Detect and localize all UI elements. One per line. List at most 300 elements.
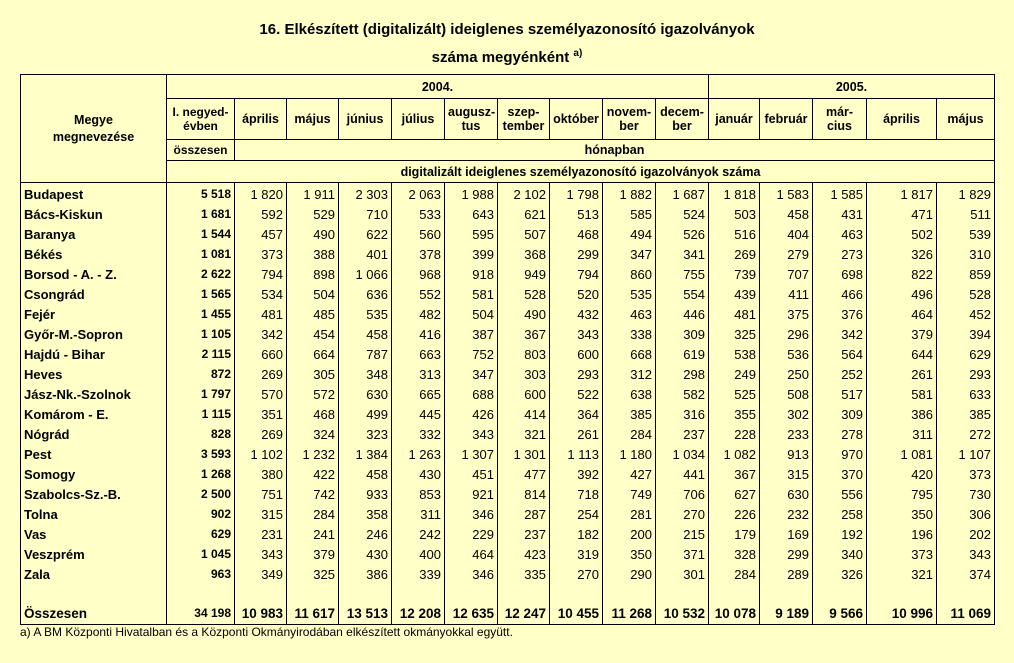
y2004-month-header — [498, 99, 550, 140]
month-value-cell: 1 384 — [339, 444, 392, 464]
month-value-cell: 698 — [813, 264, 867, 284]
month-value-cell: 638 — [603, 384, 656, 404]
month-header-line: július — [401, 112, 435, 126]
month-value-cell: 279 — [760, 244, 813, 264]
month-value-cell: 629 — [937, 344, 995, 364]
month-value-cell: 284 — [603, 424, 656, 444]
month-value-cell: 375 — [760, 304, 813, 324]
month-value-cell: 1 687 — [656, 183, 709, 205]
month-value-cell: 1 107 — [937, 444, 995, 464]
month-value-cell: 1 081 — [867, 444, 937, 464]
month-value-cell: 313 — [392, 364, 445, 384]
month-value-cell: 311 — [867, 424, 937, 444]
q1-header-line-2: évben — [183, 119, 218, 133]
spacer-cell — [498, 584, 550, 602]
table-row — [21, 224, 995, 244]
month-value-cell: 921 — [445, 484, 498, 504]
month-value-cell: 572 — [287, 384, 339, 404]
q1-total-cell: 1 268 — [167, 464, 235, 484]
table-row — [21, 504, 995, 524]
month-value-cell: 730 — [937, 484, 995, 504]
month-value-cell: 379 — [287, 544, 339, 564]
month-value-cell: 373 — [937, 464, 995, 484]
month-value-cell: 284 — [709, 564, 760, 584]
month-value-cell: 539 — [937, 224, 995, 244]
month-value-cell: 370 — [813, 464, 867, 484]
month-value-cell: 471 — [867, 204, 937, 224]
year-2004-header: 2004. — [167, 75, 709, 99]
month-value-cell: 326 — [813, 564, 867, 584]
month-value-cell: 335 — [498, 564, 550, 584]
month-value-cell: 324 — [287, 424, 339, 444]
county-name: Szabolcs-Sz.-B. — [21, 484, 167, 504]
month-value-cell: 306 — [937, 504, 995, 524]
q1-total-cell: 1 681 — [167, 204, 235, 224]
month-header-line: szep- — [507, 105, 540, 119]
month-value-cell: 499 — [339, 404, 392, 424]
table-row — [21, 444, 995, 464]
month-value-cell: 1 820 — [235, 183, 287, 205]
month-value-cell: 524 — [656, 204, 709, 224]
month-value-cell: 439 — [709, 284, 760, 304]
month-value-cell: 387 — [445, 324, 498, 344]
month-value-cell: 309 — [813, 404, 867, 424]
table-row — [21, 484, 995, 504]
spacer-cell — [287, 584, 339, 602]
y2004-month-header — [392, 99, 445, 140]
month-value-cell: 289 — [760, 564, 813, 584]
month-value-cell: 346 — [445, 564, 498, 584]
month-value-cell: 933 — [339, 484, 392, 504]
month-value-cell: 249 — [709, 364, 760, 384]
month-value-cell: 1 301 — [498, 444, 550, 464]
month-value-cell: 232 — [760, 504, 813, 524]
month-value-cell: 458 — [760, 204, 813, 224]
county-name: Bács-Kiskun — [21, 204, 167, 224]
q1-total-cell: 872 — [167, 364, 235, 384]
total-label: Összesen — [21, 602, 167, 625]
month-header-line: április — [242, 112, 279, 126]
month-value-cell: 517 — [813, 384, 867, 404]
month-value-cell: 311 — [392, 504, 445, 524]
month-value-cell: 644 — [867, 344, 937, 364]
month-header-line: ber — [619, 119, 639, 133]
footnote-marker: a) — [573, 48, 583, 59]
county-name: Békés — [21, 244, 167, 264]
month-value-cell: 430 — [392, 464, 445, 484]
month-value-cell: 538 — [709, 344, 760, 364]
month-value-cell: 688 — [445, 384, 498, 404]
month-value-cell: 349 — [235, 564, 287, 584]
month-value-cell: 10 983 — [235, 602, 287, 625]
month-value-cell: 226 — [709, 504, 760, 524]
month-value-cell: 414 — [498, 404, 550, 424]
month-value-cell: 9 566 — [813, 602, 867, 625]
month-value-cell: 229 — [445, 524, 498, 544]
month-value-cell: 463 — [603, 304, 656, 324]
spacer-cell — [21, 584, 167, 602]
month-value-cell: 1 113 — [550, 444, 603, 464]
month-value-cell: 1 818 — [709, 183, 760, 205]
month-value-cell: 752 — [445, 344, 498, 364]
month-value-cell: 373 — [867, 544, 937, 564]
month-value-cell: 1 583 — [760, 183, 813, 205]
month-header-line: augusz- — [448, 105, 496, 119]
month-value-cell: 303 — [498, 364, 550, 384]
spacer-cell — [656, 584, 709, 602]
month-value-cell: 898 — [287, 264, 339, 284]
month-value-cell: 290 — [603, 564, 656, 584]
month-value-cell: 364 — [550, 404, 603, 424]
table-row — [21, 564, 995, 584]
q1-total-cell: 2 500 — [167, 484, 235, 504]
q1-total-cell: 1 045 — [167, 544, 235, 564]
month-value-cell: 373 — [235, 244, 287, 264]
county-name: Hajdú - Bihar — [21, 344, 167, 364]
month-value-cell: 554 — [656, 284, 709, 304]
month-header-line: tember — [502, 119, 545, 133]
month-value-cell: 269 — [235, 424, 287, 444]
month-value-cell: 535 — [603, 284, 656, 304]
month-value-cell: 742 — [287, 484, 339, 504]
month-value-cell: 1 882 — [603, 183, 656, 205]
month-value-cell: 378 — [392, 244, 445, 264]
month-value-cell: 367 — [498, 324, 550, 344]
q1-total-cell: 902 — [167, 504, 235, 524]
month-value-cell: 332 — [392, 424, 445, 444]
month-value-cell: 228 — [709, 424, 760, 444]
month-value-cell: 302 — [760, 404, 813, 424]
month-value-cell: 343 — [445, 424, 498, 444]
county-name: Jász-Nk.-Szolnok — [21, 384, 167, 404]
month-value-cell: 287 — [498, 504, 550, 524]
month-value-cell: 451 — [445, 464, 498, 484]
month-header-line: tus — [461, 119, 481, 133]
month-value-cell: 368 — [498, 244, 550, 264]
q1-total-cell: 1 565 — [167, 284, 235, 304]
month-value-cell: 323 — [339, 424, 392, 444]
month-value-cell: 592 — [235, 204, 287, 224]
table-row — [21, 304, 995, 324]
month-value-cell: 355 — [709, 404, 760, 424]
y2005-month-header — [760, 99, 813, 140]
q1-total-cell: 1 081 — [167, 244, 235, 264]
month-value-cell: 600 — [550, 344, 603, 364]
spacer-cell — [867, 584, 937, 602]
month-value-cell: 12 247 — [498, 602, 550, 625]
month-value-cell: 482 — [392, 304, 445, 324]
month-value-cell: 284 — [287, 504, 339, 524]
month-value-cell: 432 — [550, 304, 603, 324]
month-value-cell: 269 — [235, 364, 287, 384]
month-value-cell: 718 — [550, 484, 603, 504]
month-value-cell: 246 — [339, 524, 392, 544]
month-value-cell: 2 063 — [392, 183, 445, 205]
q1-total-cell: 1 455 — [167, 304, 235, 324]
y2004-month-header — [339, 99, 392, 140]
table-row — [21, 384, 995, 404]
month-value-cell: 485 — [287, 304, 339, 324]
month-value-cell: 341 — [656, 244, 709, 264]
month-value-cell: 458 — [339, 464, 392, 484]
month-value-cell: 401 — [339, 244, 392, 264]
month-value-cell: 326 — [867, 244, 937, 264]
month-value-cell: 511 — [937, 204, 995, 224]
county-name: Csongrád — [21, 284, 167, 304]
month-value-cell: 619 — [656, 344, 709, 364]
month-value-cell: 481 — [235, 304, 287, 324]
month-value-cell: 794 — [550, 264, 603, 284]
month-value-cell: 664 — [287, 344, 339, 364]
month-value-cell: 468 — [287, 404, 339, 424]
month-value-cell: 668 — [603, 344, 656, 364]
table-row — [21, 284, 995, 304]
month-value-cell: 299 — [550, 244, 603, 264]
month-value-cell: 11 268 — [603, 602, 656, 625]
month-value-cell: 507 — [498, 224, 550, 244]
month-value-cell: 441 — [656, 464, 709, 484]
spacer-cell — [445, 584, 498, 602]
county-name: Somogy — [21, 464, 167, 484]
month-value-cell: 312 — [603, 364, 656, 384]
month-value-cell: 347 — [603, 244, 656, 264]
month-value-cell: 528 — [937, 284, 995, 304]
month-value-cell: 315 — [235, 504, 287, 524]
month-value-cell: 400 — [392, 544, 445, 564]
month-value-cell: 570 — [235, 384, 287, 404]
month-value-cell: 464 — [867, 304, 937, 324]
county-name: Győr-M.-Sopron — [21, 324, 167, 344]
month-value-cell: 241 — [287, 524, 339, 544]
month-value-cell: 477 — [498, 464, 550, 484]
month-value-cell: 660 — [235, 344, 287, 364]
month-value-cell: 860 — [603, 264, 656, 284]
month-value-cell: 380 — [235, 464, 287, 484]
month-value-cell: 504 — [445, 304, 498, 324]
month-value-cell: 358 — [339, 504, 392, 524]
month-value-cell: 351 — [235, 404, 287, 424]
q1-total-cell: 828 — [167, 424, 235, 444]
month-value-cell: 600 — [498, 384, 550, 404]
month-value-cell: 346 — [445, 504, 498, 524]
month-value-cell: 250 — [760, 364, 813, 384]
month-value-cell: 270 — [550, 564, 603, 584]
title-line-1: 16. Elkészített (digitalizált) ideiglenes személyazonosító igazolványok — [259, 21, 755, 38]
month-value-cell: 258 — [813, 504, 867, 524]
month-value-cell: 350 — [867, 504, 937, 524]
month-value-cell: 411 — [760, 284, 813, 304]
month-value-cell: 340 — [813, 544, 867, 564]
month-value-cell: 513 — [550, 204, 603, 224]
month-value-cell: 281 — [603, 504, 656, 524]
month-value-cell: 1 988 — [445, 183, 498, 205]
month-header-line: február — [764, 112, 808, 126]
month-value-cell: 535 — [339, 304, 392, 324]
q1-total-cell: 1 544 — [167, 224, 235, 244]
q1-header — [167, 99, 235, 140]
month-value-cell: 10 532 — [656, 602, 709, 625]
month-value-cell: 751 — [235, 484, 287, 504]
month-value-cell: 446 — [656, 304, 709, 324]
month-value-cell: 795 — [867, 484, 937, 504]
spacer-cell — [392, 584, 445, 602]
month-value-cell: 325 — [709, 324, 760, 344]
month-value-cell: 630 — [339, 384, 392, 404]
month-value-cell: 299 — [760, 544, 813, 564]
unit-header: digitalizált ideiglenes személyazonosító igazolványok száma — [167, 161, 995, 183]
q1-total-cell: 1 105 — [167, 324, 235, 344]
month-value-cell: 1 263 — [392, 444, 445, 464]
month-value-cell: 1 034 — [656, 444, 709, 464]
month-value-cell: 309 — [656, 324, 709, 344]
month-value-cell: 466 — [813, 284, 867, 304]
month-value-cell: 536 — [760, 344, 813, 364]
month-value-cell: 386 — [339, 564, 392, 584]
month-value-cell: 525 — [709, 384, 760, 404]
q1-total-cell: 629 — [167, 524, 235, 544]
month-value-cell: 1 585 — [813, 183, 867, 205]
q1-total-cell: 34 198 — [167, 602, 235, 625]
q1-total-cell: 2 115 — [167, 344, 235, 364]
month-value-cell: 278 — [813, 424, 867, 444]
county-name: Budapest — [21, 183, 167, 205]
county-name: Zala — [21, 564, 167, 584]
month-value-cell: 458 — [339, 324, 392, 344]
month-value-cell: 321 — [498, 424, 550, 444]
month-value-cell: 430 — [339, 544, 392, 564]
county-name: Fejér — [21, 304, 167, 324]
y2005-month-header — [937, 99, 995, 140]
month-value-cell: 585 — [603, 204, 656, 224]
month-value-cell: 321 — [867, 564, 937, 584]
table-title — [0, 18, 1014, 70]
month-value-cell: 233 — [760, 424, 813, 444]
month-value-cell: 508 — [760, 384, 813, 404]
month-value-cell: 949 — [498, 264, 550, 284]
month-value-cell: 388 — [287, 244, 339, 264]
month-value-cell: 560 — [392, 224, 445, 244]
spacer-cell — [339, 584, 392, 602]
month-value-cell: 803 — [498, 344, 550, 364]
month-value-cell: 636 — [339, 284, 392, 304]
year-2005-header: 2005. — [709, 75, 995, 99]
y2004-month-header — [287, 99, 339, 140]
month-header-line: október — [553, 112, 599, 126]
month-value-cell: 622 — [339, 224, 392, 244]
month-value-cell: 595 — [445, 224, 498, 244]
month-value-cell: 457 — [235, 224, 287, 244]
month-value-cell: 298 — [656, 364, 709, 384]
month-value-cell: 385 — [603, 404, 656, 424]
month-value-cell: 348 — [339, 364, 392, 384]
month-value-cell: 12 635 — [445, 602, 498, 625]
month-header-line: már- — [825, 105, 854, 119]
month-value-cell: 794 — [235, 264, 287, 284]
spacer-cell — [937, 584, 995, 602]
month-value-cell: 787 — [339, 344, 392, 364]
month-header-line: cius — [826, 119, 852, 133]
month-value-cell: 707 — [760, 264, 813, 284]
month-value-cell: 918 — [445, 264, 498, 284]
month-value-cell: 404 — [760, 224, 813, 244]
month-value-cell: 431 — [813, 204, 867, 224]
month-value-cell: 392 — [550, 464, 603, 484]
county-name: Heves — [21, 364, 167, 384]
month-value-cell: 399 — [445, 244, 498, 264]
month-value-cell: 814 — [498, 484, 550, 504]
month-value-cell: 11 069 — [937, 602, 995, 625]
month-value-cell: 347 — [445, 364, 498, 384]
month-value-cell: 968 — [392, 264, 445, 284]
month-value-cell: 416 — [392, 324, 445, 344]
y2005-month-header — [813, 99, 867, 140]
month-value-cell: 316 — [656, 404, 709, 424]
month-value-cell: 12 208 — [392, 602, 445, 625]
month-header-line: június — [346, 112, 384, 126]
month-value-cell: 468 — [550, 224, 603, 244]
month-value-cell: 528 — [498, 284, 550, 304]
county-name: Tolna — [21, 504, 167, 524]
month-value-cell: 319 — [550, 544, 603, 564]
month-value-cell: 633 — [937, 384, 995, 404]
q1-total-cell: 1 115 — [167, 404, 235, 424]
month-value-cell: 192 — [813, 524, 867, 544]
month-value-cell: 325 — [287, 564, 339, 584]
month-value-cell: 338 — [603, 324, 656, 344]
y2004-month-header — [550, 99, 603, 140]
month-value-cell: 179 — [709, 524, 760, 544]
month-value-cell: 342 — [235, 324, 287, 344]
spacer-cell — [760, 584, 813, 602]
month-value-cell: 749 — [603, 484, 656, 504]
month-value-cell: 342 — [813, 324, 867, 344]
month-value-cell: 452 — [937, 304, 995, 324]
y2005-month-header — [867, 99, 937, 140]
month-value-cell: 552 — [392, 284, 445, 304]
month-value-cell: 423 — [498, 544, 550, 564]
month-value-cell: 296 — [760, 324, 813, 344]
title-line-2-text: száma megyénként — [431, 49, 570, 66]
spacer-cell — [167, 584, 235, 602]
table-row — [21, 324, 995, 344]
month-value-cell: 1 102 — [235, 444, 287, 464]
month-value-cell: 10 078 — [709, 602, 760, 625]
month-value-cell: 503 — [709, 204, 760, 224]
month-value-cell: 169 — [760, 524, 813, 544]
month-value-cell: 1 066 — [339, 264, 392, 284]
month-header-line: május — [947, 112, 984, 126]
month-value-cell: 182 — [550, 524, 603, 544]
spacer-row — [21, 584, 995, 602]
month-value-cell: 534 — [235, 284, 287, 304]
month-value-cell: 2 102 — [498, 183, 550, 205]
month-value-cell: 270 — [656, 504, 709, 524]
month-value-cell: 200 — [603, 524, 656, 544]
month-value-cell: 261 — [550, 424, 603, 444]
y2004-month-header — [656, 99, 709, 140]
month-value-cell: 504 — [287, 284, 339, 304]
month-value-cell: 739 — [709, 264, 760, 284]
month-value-cell: 502 — [867, 224, 937, 244]
month-value-cell: 665 — [392, 384, 445, 404]
month-value-cell: 663 — [392, 344, 445, 364]
month-value-cell: 422 — [287, 464, 339, 484]
q1-header-line-1: I. negyed- — [172, 105, 229, 119]
month-value-cell: 970 — [813, 444, 867, 464]
month-value-cell: 464 — [445, 544, 498, 564]
month-value-cell: 1 307 — [445, 444, 498, 464]
month-value-cell: 339 — [392, 564, 445, 584]
